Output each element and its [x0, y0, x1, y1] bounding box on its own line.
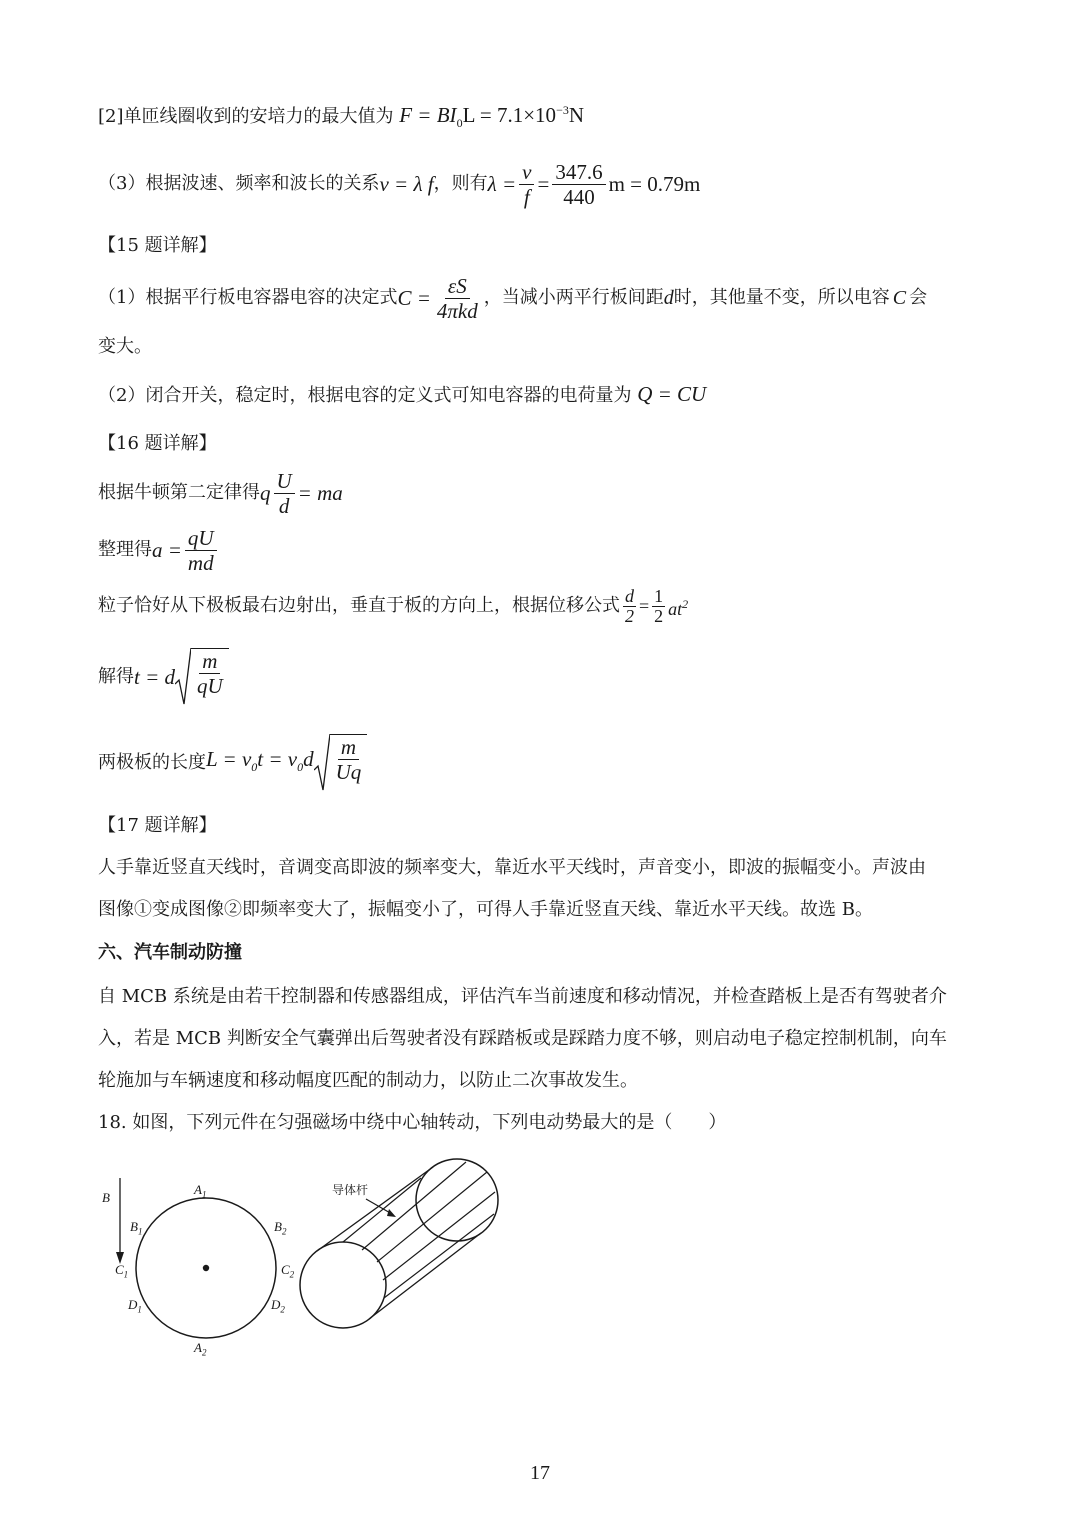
answer-17-line-2: 图像①变成图像②即频率变大了，振幅变小了，可得人手靠近竖直天线、靠近水平天线。故选 B。 [98, 899, 873, 920]
answer-15-1-text: （1）根据平行板电容器电容的决定式 [98, 287, 398, 308]
charge-formula: Q = CU [637, 382, 707, 406]
d-over-2-fraction: $\frac{d}{2}$ [625, 585, 634, 626]
distance-d-symbol: d [663, 287, 674, 309]
equals-sign-2: = [639, 596, 650, 616]
answer-16-length-text: 两极板的长度 [98, 752, 206, 773]
conductor-rod-4 [383, 1192, 495, 1280]
answer-16-accel-text: 整理得 [98, 539, 152, 560]
heading-17: 【17 题详解】 [98, 815, 217, 836]
answer-16-time-text: 解得 [98, 666, 134, 687]
label-c1: $C_1$ [115, 1262, 129, 1280]
answer-14-3-text: （3）根据波速、频率和波长的关系 [98, 173, 380, 194]
length-sqrt: $\frac{m}{Uq}$ [314, 734, 368, 792]
capacitance-fraction: $\frac{\varepsilon S}{\text{4πkd}}$ [436, 273, 478, 323]
label-b1: $B_1$ [130, 1219, 143, 1237]
answer-16-displacement-text: 粒子恰好从下极板最右边射出，垂直于板的方向上，根据位移公式 [98, 595, 620, 616]
one-half-fraction: $\frac{1}{2}$ [654, 585, 664, 626]
answer-15-2-text: （2）闭合开关，稳定时，根据电容的定义式可知电容器的电荷量为 [98, 385, 632, 406]
equals-sign: = [537, 172, 550, 196]
conductor-rod-3 [377, 1172, 487, 1262]
disk-center-axis [203, 1265, 209, 1271]
wavelength-result: m = 0.79m [608, 172, 701, 196]
answer-15-1-mid2-text: 时，其他量不变，所以电容 [673, 287, 890, 308]
length-formula: $L = v_0t = v_0d$ [206, 746, 314, 775]
question-18: 18. 如图，下列元件在匀强磁场中绕中心轴转动，下列电动势最大的是（ ） [98, 1112, 727, 1133]
v-over-f-fraction: $\frac{v}{f}$ [519, 160, 534, 209]
section-6-paragraph-line-1: 自 MCB 系统是由若干控制器和传感器组成，评估汽车当前速度和移动情况，并检查踏板上是否有驾驶者介 [98, 986, 947, 1007]
label-d1: $D_1$ [128, 1297, 142, 1315]
capacitance-c-symbol: C [892, 287, 907, 309]
time-sqrt: $\frac{m}{qU}$ [175, 648, 229, 706]
wave-relation-formula: v = λ f [379, 172, 434, 196]
label-b-field: B [102, 1190, 110, 1205]
answer-14-3-mid-text: ，则有 [433, 173, 488, 194]
label-b2: $B_2$ [274, 1219, 287, 1237]
newton-rhs: = ma [297, 481, 343, 505]
rod-label-pointer-head [387, 1209, 396, 1217]
capacitance-symbol: C = [397, 286, 431, 310]
answer-15-1-continuation: 变大。 [98, 336, 152, 357]
answer-14-2-text: [2]单匝线圈收到的安培力的最大值为 [98, 106, 394, 127]
answer-17-line-1: 人手靠近竖直天线时，音调变高即波的频率变大，靠近水平天线时，声音变小，即波的振幅变小。声波由 [98, 857, 926, 878]
heading-15: 【15 题详解】 [98, 235, 217, 256]
heading-16: 【16 题详解】 [98, 433, 217, 454]
label-conductor-rod: 导体杆 [332, 1183, 369, 1197]
wavelength-value-fraction: $\frac{347.6}{440}$ [552, 160, 605, 209]
section-6-paragraph-line-3: 轮施加与车辆速度和移动幅度匹配的制动力，以防止二次事故发生。 [98, 1070, 638, 1091]
lambda-symbol: λ = [487, 172, 517, 196]
answer-16-newton-text: 根据牛顿第二定律得 [98, 482, 260, 503]
conductor-rod-5 [384, 1214, 494, 1298]
answer-15-1-end-text: 会 [909, 287, 928, 308]
time-symbol: t = d [134, 665, 176, 689]
answer-15-1-mid-text: ，当减小两平行板间距 [483, 287, 664, 308]
label-a1: $A_1$ [194, 1182, 207, 1200]
section-6-paragraph-line-2: 入，若是 MCB 判断安全气囊弹出后驾驶者没有踩踏板或是踩踏力度不够，则启动电子稳定控制机制，向车 [98, 1028, 947, 1049]
accel-fraction: $\frac{qU}{md}$ [185, 526, 217, 575]
label-c2: $C_2$ [281, 1262, 295, 1280]
u-over-d-fraction: $\frac{U}{d}$ [274, 469, 295, 518]
section-6-heading: 六、汽车制动防撞 [98, 942, 242, 963]
at-squared: $at^2$ [668, 596, 689, 619]
charge-q-symbol: q [260, 481, 271, 505]
page-number: 17 [530, 1462, 550, 1484]
label-a2: $A_2$ [194, 1340, 207, 1358]
label-d2: $D_2$ [271, 1297, 285, 1315]
ampere-force-formula: $F = BI_0L = 7.1\times 10^{-3}N$ [399, 103, 585, 131]
accel-symbol: a = [152, 538, 182, 562]
